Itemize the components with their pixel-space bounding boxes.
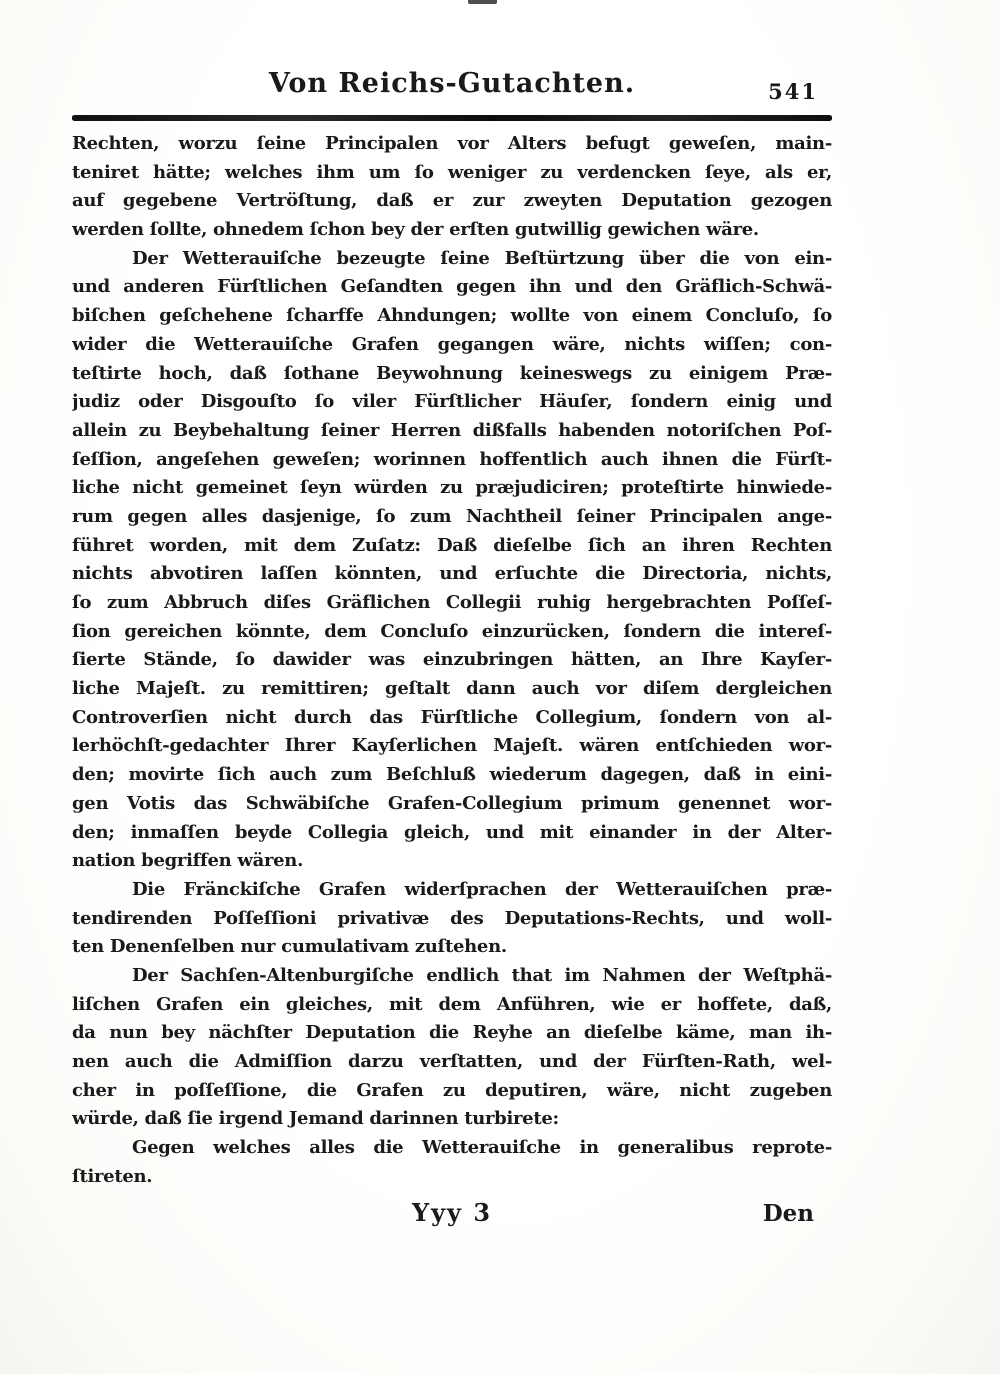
text-line: ten Denenſelben nur cumulativam zuſtehen. [72,936,507,958]
text-line: Controverſien nicht durch das Fürſtliche Collegium, ſondern von al- [72,706,832,728]
text-line: Rechten, worzu ſeine Principalen vor Alters befugt geweſen, main- [72,133,832,154]
text-line: liſchen Grafen ein gleiches, mit dem Anführen, wie er hoffete, daß, [72,993,832,1015]
paragraph [72,962,832,1134]
page-footer [72,1198,832,1234]
text-line: judiz oder Disgouſto ſo viler Fürſtlicher Häuſer, ſondern einig und [72,391,832,413]
text-line: nichts abvotiren laſſen könnten, und erſuchte die Directoria, nichts, [72,563,832,585]
text-line: auf gegebene Vertröſtung, daß er zur zweyten Deputation gezogen [72,190,832,212]
page-number: 541 [768,79,818,104]
text-line: da nun bey nächſter Deputation die Reyhe an dieſelbe käme, man ih- [72,1022,832,1044]
text-line: Die Fränckiſche Grafen widerſprachen der Wetterauiſchen præ- [132,878,832,900]
text-line: biſchen geſchehene ſcharffe Ahndungen; wollte von einem Concluſo, ſo [72,305,832,327]
body-text [72,130,832,1191]
paragraph [72,876,832,962]
text-line: teſtirte hoch, daß ſothane Beywohnung keineswegs zu einigem Præ- [72,362,832,384]
paragraph [72,130,832,245]
text-line: nation begriffen wären. [72,850,304,872]
text-line: Gegen welches alles die Wetterauiſche in generalibus reprote- [132,1137,832,1159]
text-line: Der Sachſen-Altenburgiſche endlich that im Nahmen der Weſtphä- [132,964,832,986]
text-line: gen Votis das Schwäbiſche Grafen-Collegium primum genennet wor- [72,792,832,814]
text-line: allein zu Beybehaltung ſeiner Herren dißfalls habenden notoriſchen Poſ- [72,419,832,441]
running-title: Von Reichs-Gutachten. [268,68,636,99]
catchword: Den [762,1200,814,1228]
page-header [72,68,832,106]
text-line: lerhöchſt-gedachter Ihrer Kayſerlichen Majeſt. wären entſchieden wor- [72,735,832,757]
text-line: werden ſollte, ohnedem ſchon bey der erſten gutwillig gewichen wäre. [72,219,759,241]
text-block [72,0,832,1234]
text-line: liche Majeſt. zu remittiren; geſtalt dann auch vor diſem dergleichen [72,678,832,700]
text-line: ſierte Stände, ſo dawider was einzubringen hätten, an Ihre Kayſer- [72,649,832,671]
text-line: ſo zum Abbruch diſes Gräflichen Collegii ruhig hergebrachten Poſſeſ- [72,592,832,613]
text-line: cher in poſſeſſione, die Grafen zu deputiren, wäre, nicht zugeben [72,1079,832,1101]
text-line: ſion gereichen könnte, dem Concluſo einzurücken, ſondern die intereſ- [72,620,832,642]
text-line: ſtireten. [72,1165,153,1187]
paragraph [72,245,832,876]
text-line: würde, daß ſie irgend Jemand darinnen turbirete: [72,1108,559,1130]
text-line: den; inmaſſen beyde Collegia gleich, und mit einander in der Alter- [72,821,832,843]
text-line: ſeſſion, angeſehen geweſen; worinnen hoffentlich auch ihnen die Fürſt- [72,448,832,470]
text-line: rum gegen alles dasjenige, ſo zum Nachtheil ſeiner Principalen ange- [72,505,832,527]
signature-mark: Yyy 3 [411,1198,493,1228]
text-line: wider die Wetterauiſche Grafen gegangen wäre, nichts wiſſen; con- [72,333,832,355]
text-line: und anderen Fürſtlichen Geſandten gegen ihn und den Gräflich-Schwä- [72,276,832,298]
text-line: den; movirte ſich auch zum Beſchluß wiederum dagegen, daß in eini- [72,764,832,786]
text-line: führet worden, mit dem Zuſatz: Daß dieſelbe ſich an ihren Rechten [72,534,832,556]
text-line: nen auch die Admiſſion darzu verſtatten, und der Fürſten-Rath, wel- [72,1051,832,1072]
text-line: liche nicht gemeinet ſeyn würden zu præjudiciren; proteſtirte hinwiede- [72,477,832,499]
paragraph [72,1134,832,1191]
text-line: teniret hätte; welches ihm um ſo weniger zu verdencken ſeye, als er, [72,161,832,183]
text-line: Der Wetterauiſche bezeugte ſeine Beſtürtzung über die von ein- [132,247,832,269]
header-rule [72,115,832,121]
text-line: tendirenden Poſſeſſioni privativæ des Deputations-Rechts, und woll- [72,907,832,929]
